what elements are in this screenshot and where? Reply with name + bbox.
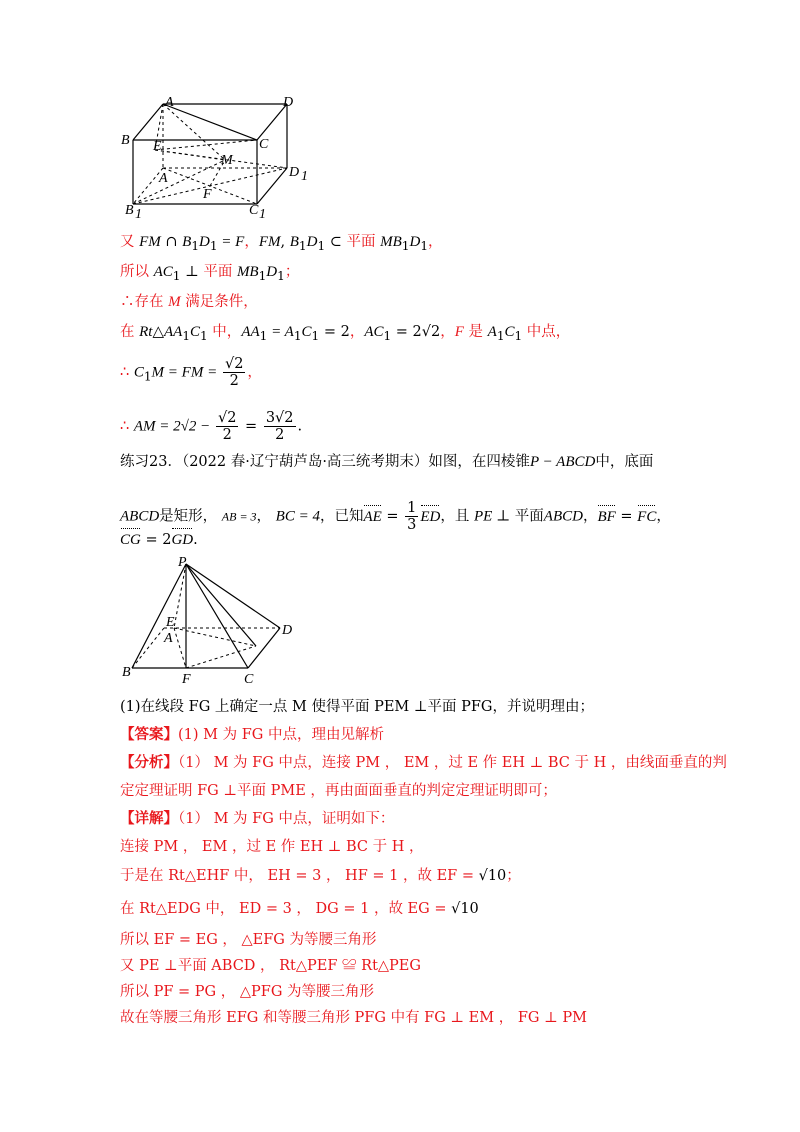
label-C: C — [259, 137, 269, 152]
label-F: F — [182, 672, 191, 686]
label-B: B — [121, 133, 130, 148]
problem-line-3: CG = 2GD. — [120, 532, 198, 548]
label-B1: B — [125, 203, 134, 218]
label-C: C — [244, 672, 254, 686]
label-D1-sub: 1 — [301, 169, 308, 184]
label-A: A — [165, 95, 174, 110]
label-P: P — [178, 556, 187, 570]
fraction: $\frac{1}{3}$ — [407, 500, 417, 533]
figure-prism — [115, 92, 315, 222]
label-B1-sub: 1 — [135, 207, 142, 222]
label-A1: A — [159, 171, 168, 186]
fraction: $\frac{3√2}{2}$ — [265, 410, 294, 443]
detail-line-2: 连接 PM ， EM ，过 E 作 EH ⊥ BC 于 H ， — [120, 839, 424, 855]
label-E: E — [166, 615, 175, 630]
problem-line-2: ABCD是矩形， AB = 3， BC = 4，已知AE = $\frac{1}{3}$ ED，且 PE ⊥ 平面ABCD，BF = FC， — [120, 500, 671, 533]
detail-line-5: 所以 EF = EG ， △EFG 为等腰三角形 — [120, 932, 377, 948]
label-A: A — [164, 631, 173, 646]
label-D1: D — [289, 165, 300, 180]
problem-line-1: 练习23．（2022 春·辽宁葫芦岛·高三统考期末）如图，在四棱锥P − ABCD中，底面 — [120, 454, 654, 470]
fraction: $\frac{√2}{2}$ — [224, 356, 244, 389]
detail-line-3: 于是在 Rt△EHF 中， EH = 3 ， HF = 1 ，故 EF = √10； — [120, 868, 521, 884]
part1-question: (1)在线段 FG 上确定一点 M 使得平面 PEM ⊥平面 PFG，并说明理由； — [120, 699, 595, 715]
detail-line-4: 在 Rt△EDG 中， ED = 3 ， DG = 1 ，故 EG = √10 — [120, 901, 479, 917]
label-M: M — [221, 153, 233, 168]
solution-line-3: ∴存在 M 满足条件， — [120, 294, 258, 310]
detail-line-8: 故在等腰三角形 EFG 和等腰三角形 PFG 中有 FG ⊥ EM ， FG ⊥ PM — [120, 1010, 587, 1026]
solution-line-4: 在 $Rt\triangle AA_1C_1$ 中，$AA_1 = A_1C_1 = 2$，$AC_1 = 2√2$，F 是 $A_1C_1$ 中点， — [120, 324, 571, 343]
label-E: E — [153, 139, 162, 154]
label-C1: C — [249, 203, 259, 218]
detail-line-6: 又 PE ⊥平面 ABCD ， Rt△PEF ≌ Rt△PEG — [120, 958, 421, 974]
label-C1-sub: 1 — [259, 207, 266, 222]
solution-line-6: ∴ AM = 2√2 − $\frac{√2}{2}$ = $\frac{3√2}{2}$ . — [120, 410, 303, 443]
solution-line-2: 所以 $AC_1$ ⊥ 平面 $MB_1D_1$； — [120, 264, 300, 283]
answer-line: 【答案】(1) M 为 FG 中点，理由见解析 — [120, 726, 384, 743]
detail-line-7: 所以 PF = PG ， △PFG 为等腰三角形 — [120, 984, 375, 1000]
analysis-line-1: 【分析】（1） M 为 FG 中点，连接 PM ， EM ，过 E 作 EH ⊥ BC 于 H ，由线面垂直的判 — [120, 754, 727, 771]
label-F: F — [203, 187, 212, 202]
solution-line-1: 又 FM ∩ $B_1D_1 = F$，FM, $B_1D_1$ ⊂ 平面 $MB_1D_1$， — [120, 234, 443, 253]
label-D: D — [283, 95, 294, 110]
fraction: $\frac{√2}{2}$ — [217, 410, 237, 443]
label-B: B — [122, 665, 131, 680]
detail-line-1: 【详解】（1） M 为 FG 中点，证明如下： — [120, 810, 395, 827]
analysis-line-2: 定定理证明 FG ⊥平面 PME ，再由面面垂直的判定定理证明即可； — [120, 783, 557, 799]
solution-line-5: ∴ $C_1M$ = FM = $\frac{√2}{2}$ ， — [120, 356, 262, 389]
figure-pyramid — [118, 556, 303, 686]
label-D: D — [282, 623, 293, 638]
